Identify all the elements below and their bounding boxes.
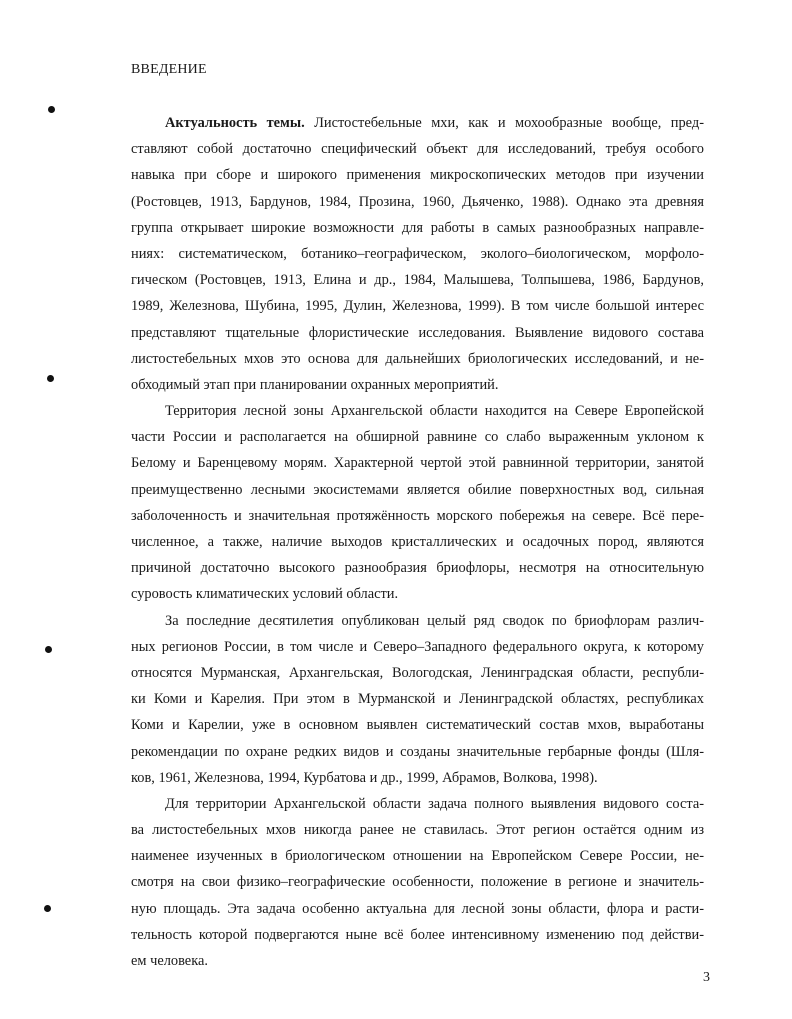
paragraph-line: ставляют собой достаточно специфический объект для исследований, требуя особого xyxy=(131,141,704,158)
paragraph-line: ков, 1961, Железнова, 1994, Курбатова и др., 1999, Абрамов, Волкова, 1998). xyxy=(131,769,598,786)
paragraph-line: Для территории Архангельской области задача полного выявления видового соста- xyxy=(165,795,704,812)
paragraph-line: Коми и Карелии, уже в основном выявлен систематический состав мхов, выработаны xyxy=(131,717,704,734)
paragraph-line: группа открывает широкие возможности для работы в самых разнообразных направле- xyxy=(131,219,704,236)
body-text xyxy=(131,110,704,974)
margin-bullet-3 xyxy=(45,646,52,653)
paragraph-line: заболоченность и значительная протяжённость морского побережья на севере. Всё пере- xyxy=(131,507,704,524)
paragraph-line: численное, а также, наличие выходов кристаллических и осадочных пород, являются xyxy=(131,534,704,550)
paragraph-line: ки Коми и Карелия. При этом в Мурманской и Ленинградской областях, республиках xyxy=(131,691,704,708)
margin-bullet-4 xyxy=(44,905,51,912)
paragraph-line: обходимый этап при планировании охранных мероприятий. xyxy=(131,376,499,393)
paragraph-line: навыка при сборе и широкого применения микроскопических методов при изучении xyxy=(131,167,704,184)
paragraph-line: наименее изученных в бриологическом отношении на Европейском Севере России, не- xyxy=(131,848,704,865)
section-heading: ВВЕДЕНИЕ xyxy=(131,62,207,77)
paragraph-line: Территория лесной зоны Архангельской области находится на Севере Европейской xyxy=(165,403,704,420)
paragraph-regional-floras xyxy=(131,608,704,791)
paragraph-line: 1989, Железнова, Шубина, 1995, Дулин, Железнова, 1999). В том числе большой интерес xyxy=(131,298,704,315)
paragraph-line: причиной достаточно высокого разнообразия бриофлоры, несмотря на относительную xyxy=(131,560,704,577)
paragraph-line: ных регионов России, в том числе и Северо–Западного федерального округа, к которому xyxy=(131,638,704,655)
relevance-lead: Актуальность темы. xyxy=(165,115,305,131)
paragraph-line: суровость климатических условий области. xyxy=(131,586,399,603)
paragraph-territory xyxy=(131,398,704,608)
paragraph-line: листостебельных мхов это основа для дальнейших бриологических исследований, и не- xyxy=(131,350,704,367)
margin-bullet-1 xyxy=(48,106,55,113)
paragraph-line: Белому и Баренцевому морям. Характерной чертой этой равнинной территории, занятой xyxy=(131,455,704,472)
paragraph-arkhangelsk-task xyxy=(131,791,704,974)
paragraph-line: (Ростовцев, 1913, Бардунов, 1984, Прозина, 1960, Дьяченко, 1988). Однако эта древняя xyxy=(131,193,704,210)
paragraph-line xyxy=(131,110,704,136)
paragraph-line: тельность которой подвергаются ныне всё более интенсивному изменению под действи- xyxy=(131,926,704,943)
paragraph-line: ва листостебельных мхов никогда ранее не ставилась. Этот регион остаётся одним из xyxy=(131,822,704,839)
margin-bullet-2 xyxy=(47,375,54,382)
paragraph-line: ниях: систематическом, ботанико–географическом, эколого–биологическом, морфоло- xyxy=(131,245,704,262)
paragraph-line: смотря на свои физико–географические особенности, положение в регионе и значитель- xyxy=(131,874,704,891)
relevance-line-rest: Листостебельные мхи, как и мохообразные вообще, пред- xyxy=(304,115,704,131)
page-number: 3 xyxy=(703,970,710,985)
paragraph-line: ем человека. xyxy=(131,953,208,969)
paragraph-line: части России и располагается на обширной равнине со слабо выраженным уклоном к xyxy=(131,429,704,446)
paragraph-line: ную площадь. Эта задача особенно актуальна для лесной зоны области, флора и расти- xyxy=(131,900,704,917)
paragraph-line: представляют тщательные флористические исследования. Выявление видового состава xyxy=(131,324,704,341)
paragraph-line: рекомендации по охране редких видов и созданы значительные гербарные фонды (Шля- xyxy=(131,743,704,760)
paragraph-line: За последние десятилетия опубликован целый ряд сводок по бриофлорам различ- xyxy=(165,612,704,629)
paragraph-line: гическом (Ростовцев, 1913, Елина и др., 1984, Малышева, Толпышева, 1986, Бардунов, xyxy=(131,272,704,289)
paragraph-line: относятся Мурманская, Архангельская, Вологодская, Ленинградская области, республи- xyxy=(131,664,704,681)
paragraph-relevance xyxy=(131,110,704,398)
paragraph-line: преимущественно лесными экосистемами является обилие поверхностных вод, сильная xyxy=(131,481,704,498)
